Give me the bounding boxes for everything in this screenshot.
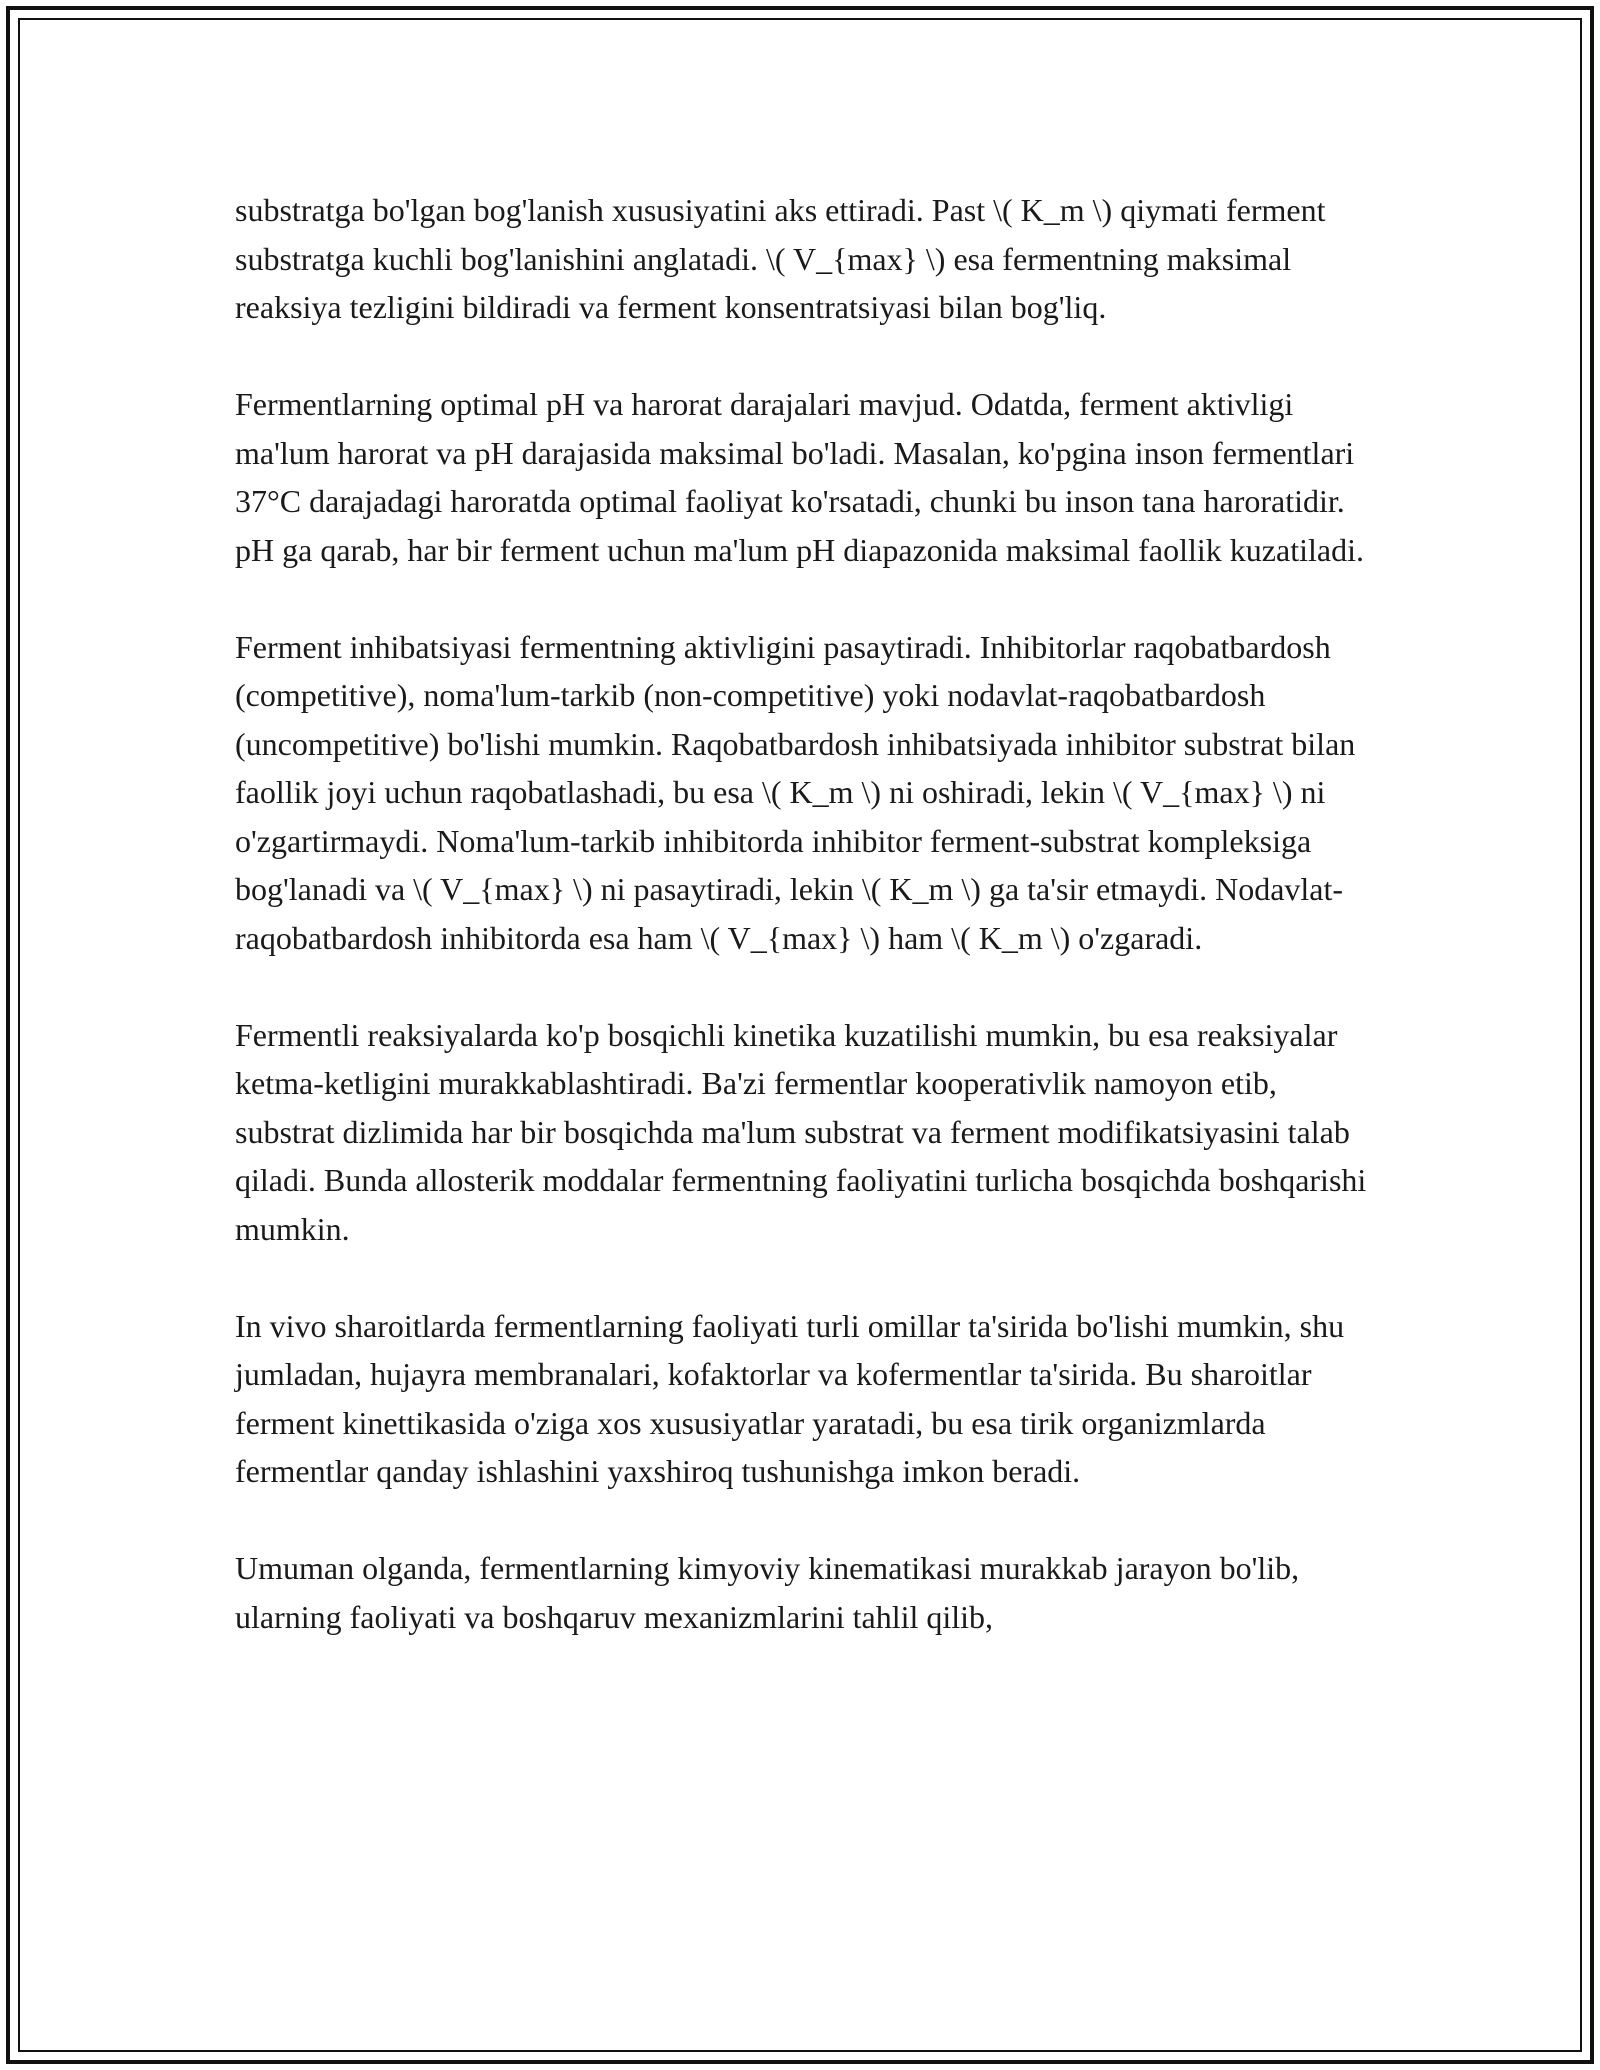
paragraph-inhibition: Ferment inhibatsiyasi fermentning aktivligini pasaytiradi. Inhibitorlar raqobatbardosh (competitive), noma'lum-tarkib (non-competitive) yoki nodavlat-raqobatbardosh (uncompetitive) bo'lishi mumkin. Raqobatbardosh inhibatsiyada inhibitor substrat bilan faollik joyi uchun raqobatlashadi, bu esa \( K_m \) ni oshiradi, lekin \( V_{max} \) ni o'zgartirmaydi. Noma'lum-tarkib inhibitorda inhibitor ferment-substrat kompleksiga bog'lanadi va \( V_{max} \) ni pasaytiradi, lekin \( K_m \) ga ta'sir etmaydi. Nodavlat-raqobatbardosh inhibitorda esa ham \( V_{max} \) ham \( K_m \) o'zgaradi. xyxy=(235,628,1356,956)
paragraph-conclusion: Umuman olganda, fermentlarning kimyoviy kinematikasi murakkab jarayon bo'lib, ularning faoliyati va boshqaruv mexanizmlarini tahlil qilib, xyxy=(235,1550,1300,1635)
document-body xyxy=(235,186,1370,1690)
paragraph-in-vivo: In vivo sharoitlarda fermentlarning faoliyati turli omillar ta'sirida bo'lishi mumkin, shu jumladan, hujayra membranalari, kofaktorlar va kofermentlar ta'sirida. Bu sharoitlar ferment kinettikasida o'ziga xos xususiyatlar yaratadi, bu esa tirik organizmlarda fermentlar qanday ishlashini yaxshiroq tushunishga imkon beradi. xyxy=(235,1307,1345,1489)
paragraph-multistep-kinetics: Fermentli reaksiyalarda ko'p bosqichli kinetika kuzatilishi mumkin, bu esa reaksiyalar ketma-ketligini murakkablashtiradi. Ba'zi fermentlar kooperativlik namoyon etib, substrat dizlimida har bir bosqichda ma'lum substrat va ferment modifikatsiyasini talab qiladi. Bunda allosterik moddalar fermentning faoliyatini turlicha bosqichda boshqarishi mumkin. xyxy=(235,1016,1367,1247)
paragraph-optimal-conditions: Fermentlarning optimal pH va harorat darajalari mavjud. Odatda, ferment aktivligi ma'lum harorat va pH darajasida maksimal bo'ladi. Masalan, ko'pgina inson fermentlari 37°C darajadagi haroratda optimal faoliyat ko'rsatadi, chunki bu inson tana haroratidir. pH ga qarab, har bir ferment uchun ma'lum pH diapazonida maksimal faollik kuzatiladi. xyxy=(235,386,1364,568)
paragraph-michaelis-constants: substratga bo'lgan bog'lanish xususiyatini aks ettiradi. Past \( K_m \) qiymati ferment substratga kuchli bog'lanishini anglatadi. \( V_{max} \) esa fermentning maksimal reaksiya tezligini bildiradi va ferment konsentratsiyasi bilan bog'liq. xyxy=(235,192,1326,325)
